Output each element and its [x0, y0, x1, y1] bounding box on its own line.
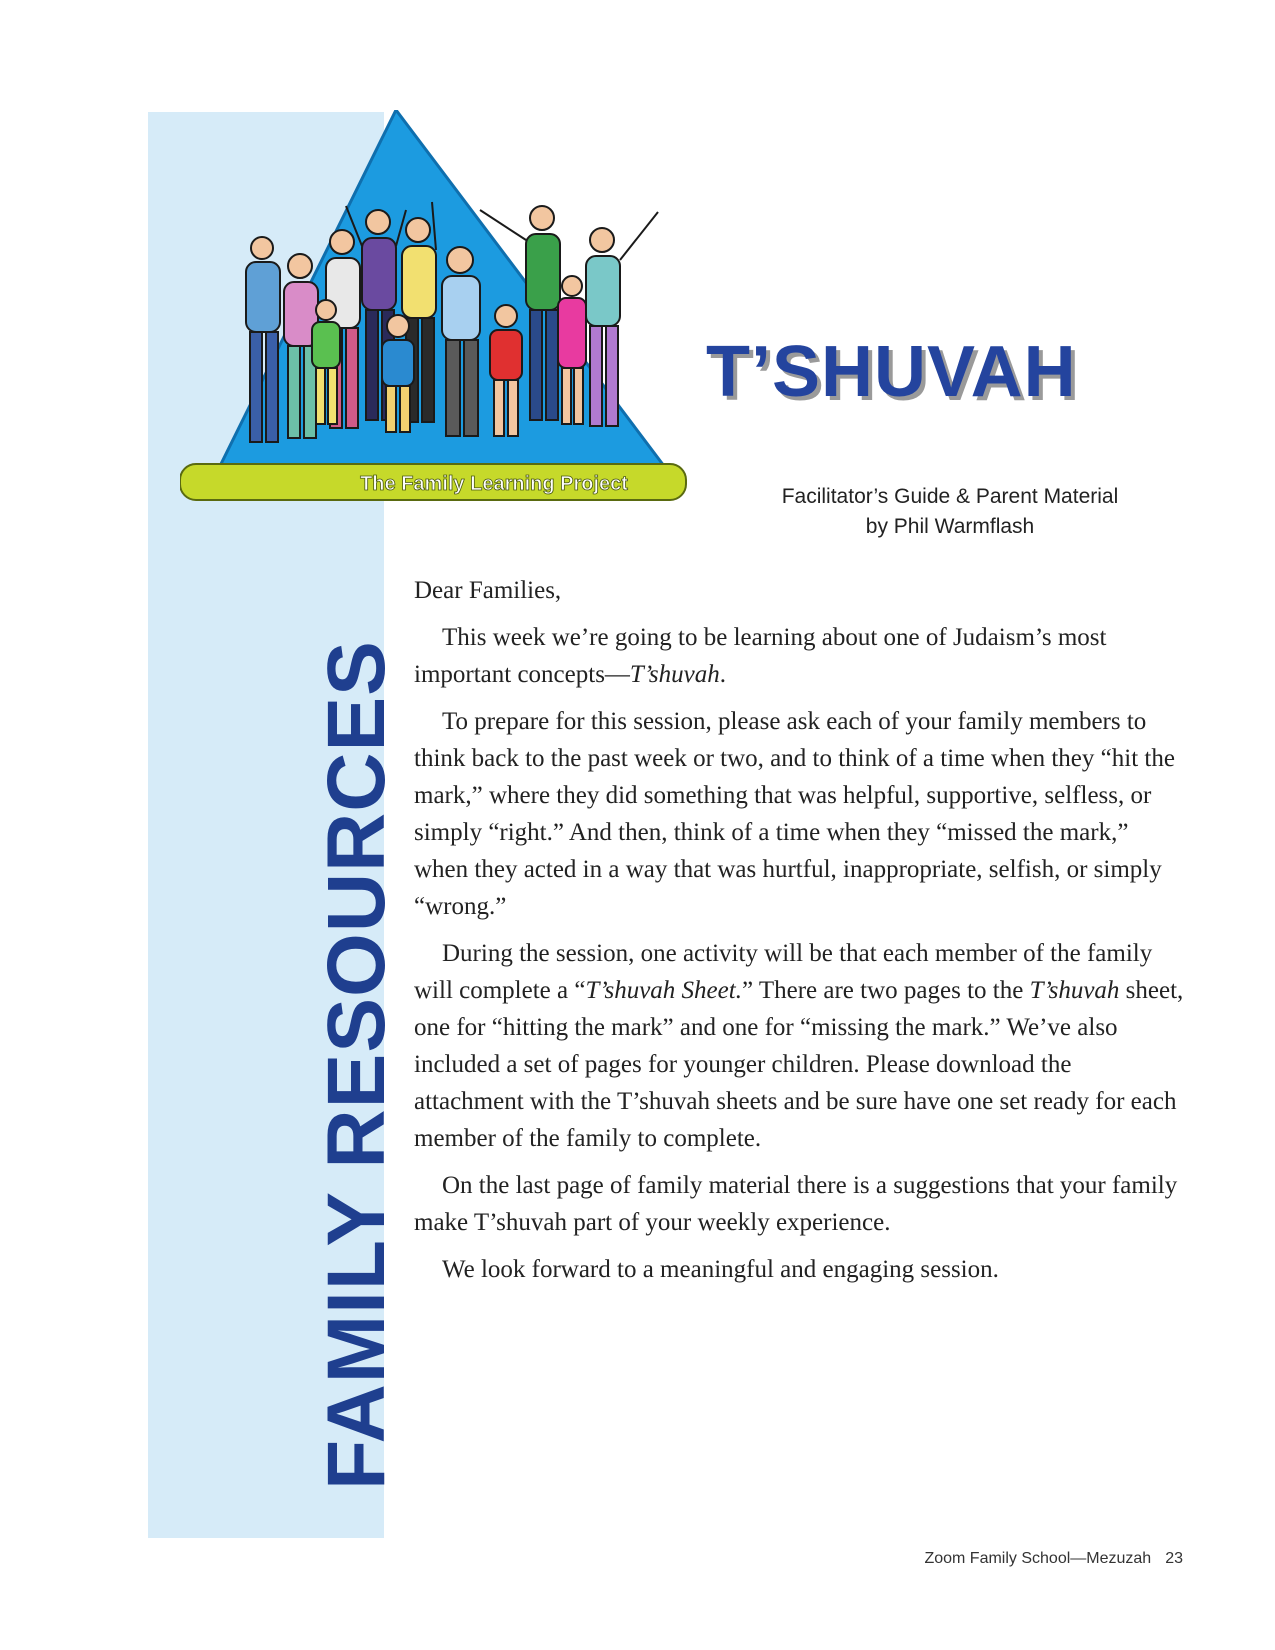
page-footer — [924, 1550, 1183, 1568]
logo-banner-text: The Family Learning Project — [360, 473, 628, 495]
letter-paragraph — [414, 619, 1184, 693]
term-tshuvah-sheet: T’shuvah Sheet. — [585, 977, 742, 1004]
text-span: sheet, one for “hitting the mark” and one for “missing the mark.” We’ve also included a set of pages for younger children. Please download the attachment with the T’shuvah sheets and be sure have one set ready for each member of the family to complete. — [414, 977, 1184, 1152]
letter-body — [414, 572, 1184, 1298]
footer-text: Zoom Family School—Mezuzah — [924, 1550, 1152, 1567]
letter-paragraph: To prepare for this session, please ask each of your family members to think back to the past week or two, and to think of a time when they “hit the mark,” where they did something that was helpful, supportive, selfless, or simply “right.” And then, think of a time when they “missed the mark,” when they acted in a way that was hurtful, inappropriate, selfish, or simply “wrong.” — [414, 708, 1175, 920]
letter-paragraph: We look forward to a meaningful and engaging session. — [442, 1256, 999, 1283]
text-span: ” There are two pages to the — [741, 977, 1030, 1004]
subtitle-guide: Facilitator’s Guide & Parent Material — [781, 485, 1119, 508]
text-span: . — [719, 661, 727, 688]
term-tshuvah: T’shuvah — [1029, 977, 1120, 1004]
sidebar-title: FAMILY RESOURCES — [311, 640, 402, 1490]
term-tshuvah: T’shuvah — [629, 661, 720, 688]
letter-greeting: Dear Families, — [414, 577, 562, 604]
text-span: This week we’re going to be learning about one of Judaism’s most important concepts— — [414, 624, 1107, 688]
page-title: T’SHUVAH — [706, 332, 1077, 412]
subtitle-author: by Phil Warmflash — [865, 515, 1035, 538]
subtitle — [740, 482, 1160, 542]
text-span: During the session, one activity will be that each member of the family will complete a “ — [414, 940, 1153, 1004]
family-learning-logo — [180, 110, 720, 520]
letter-paragraph — [414, 935, 1184, 1157]
letter-paragraph: On the last page of family material there is a suggestions that your family make T’shuvah part of your weekly experience. — [414, 1172, 1178, 1236]
page-number: 23 — [1165, 1550, 1183, 1567]
